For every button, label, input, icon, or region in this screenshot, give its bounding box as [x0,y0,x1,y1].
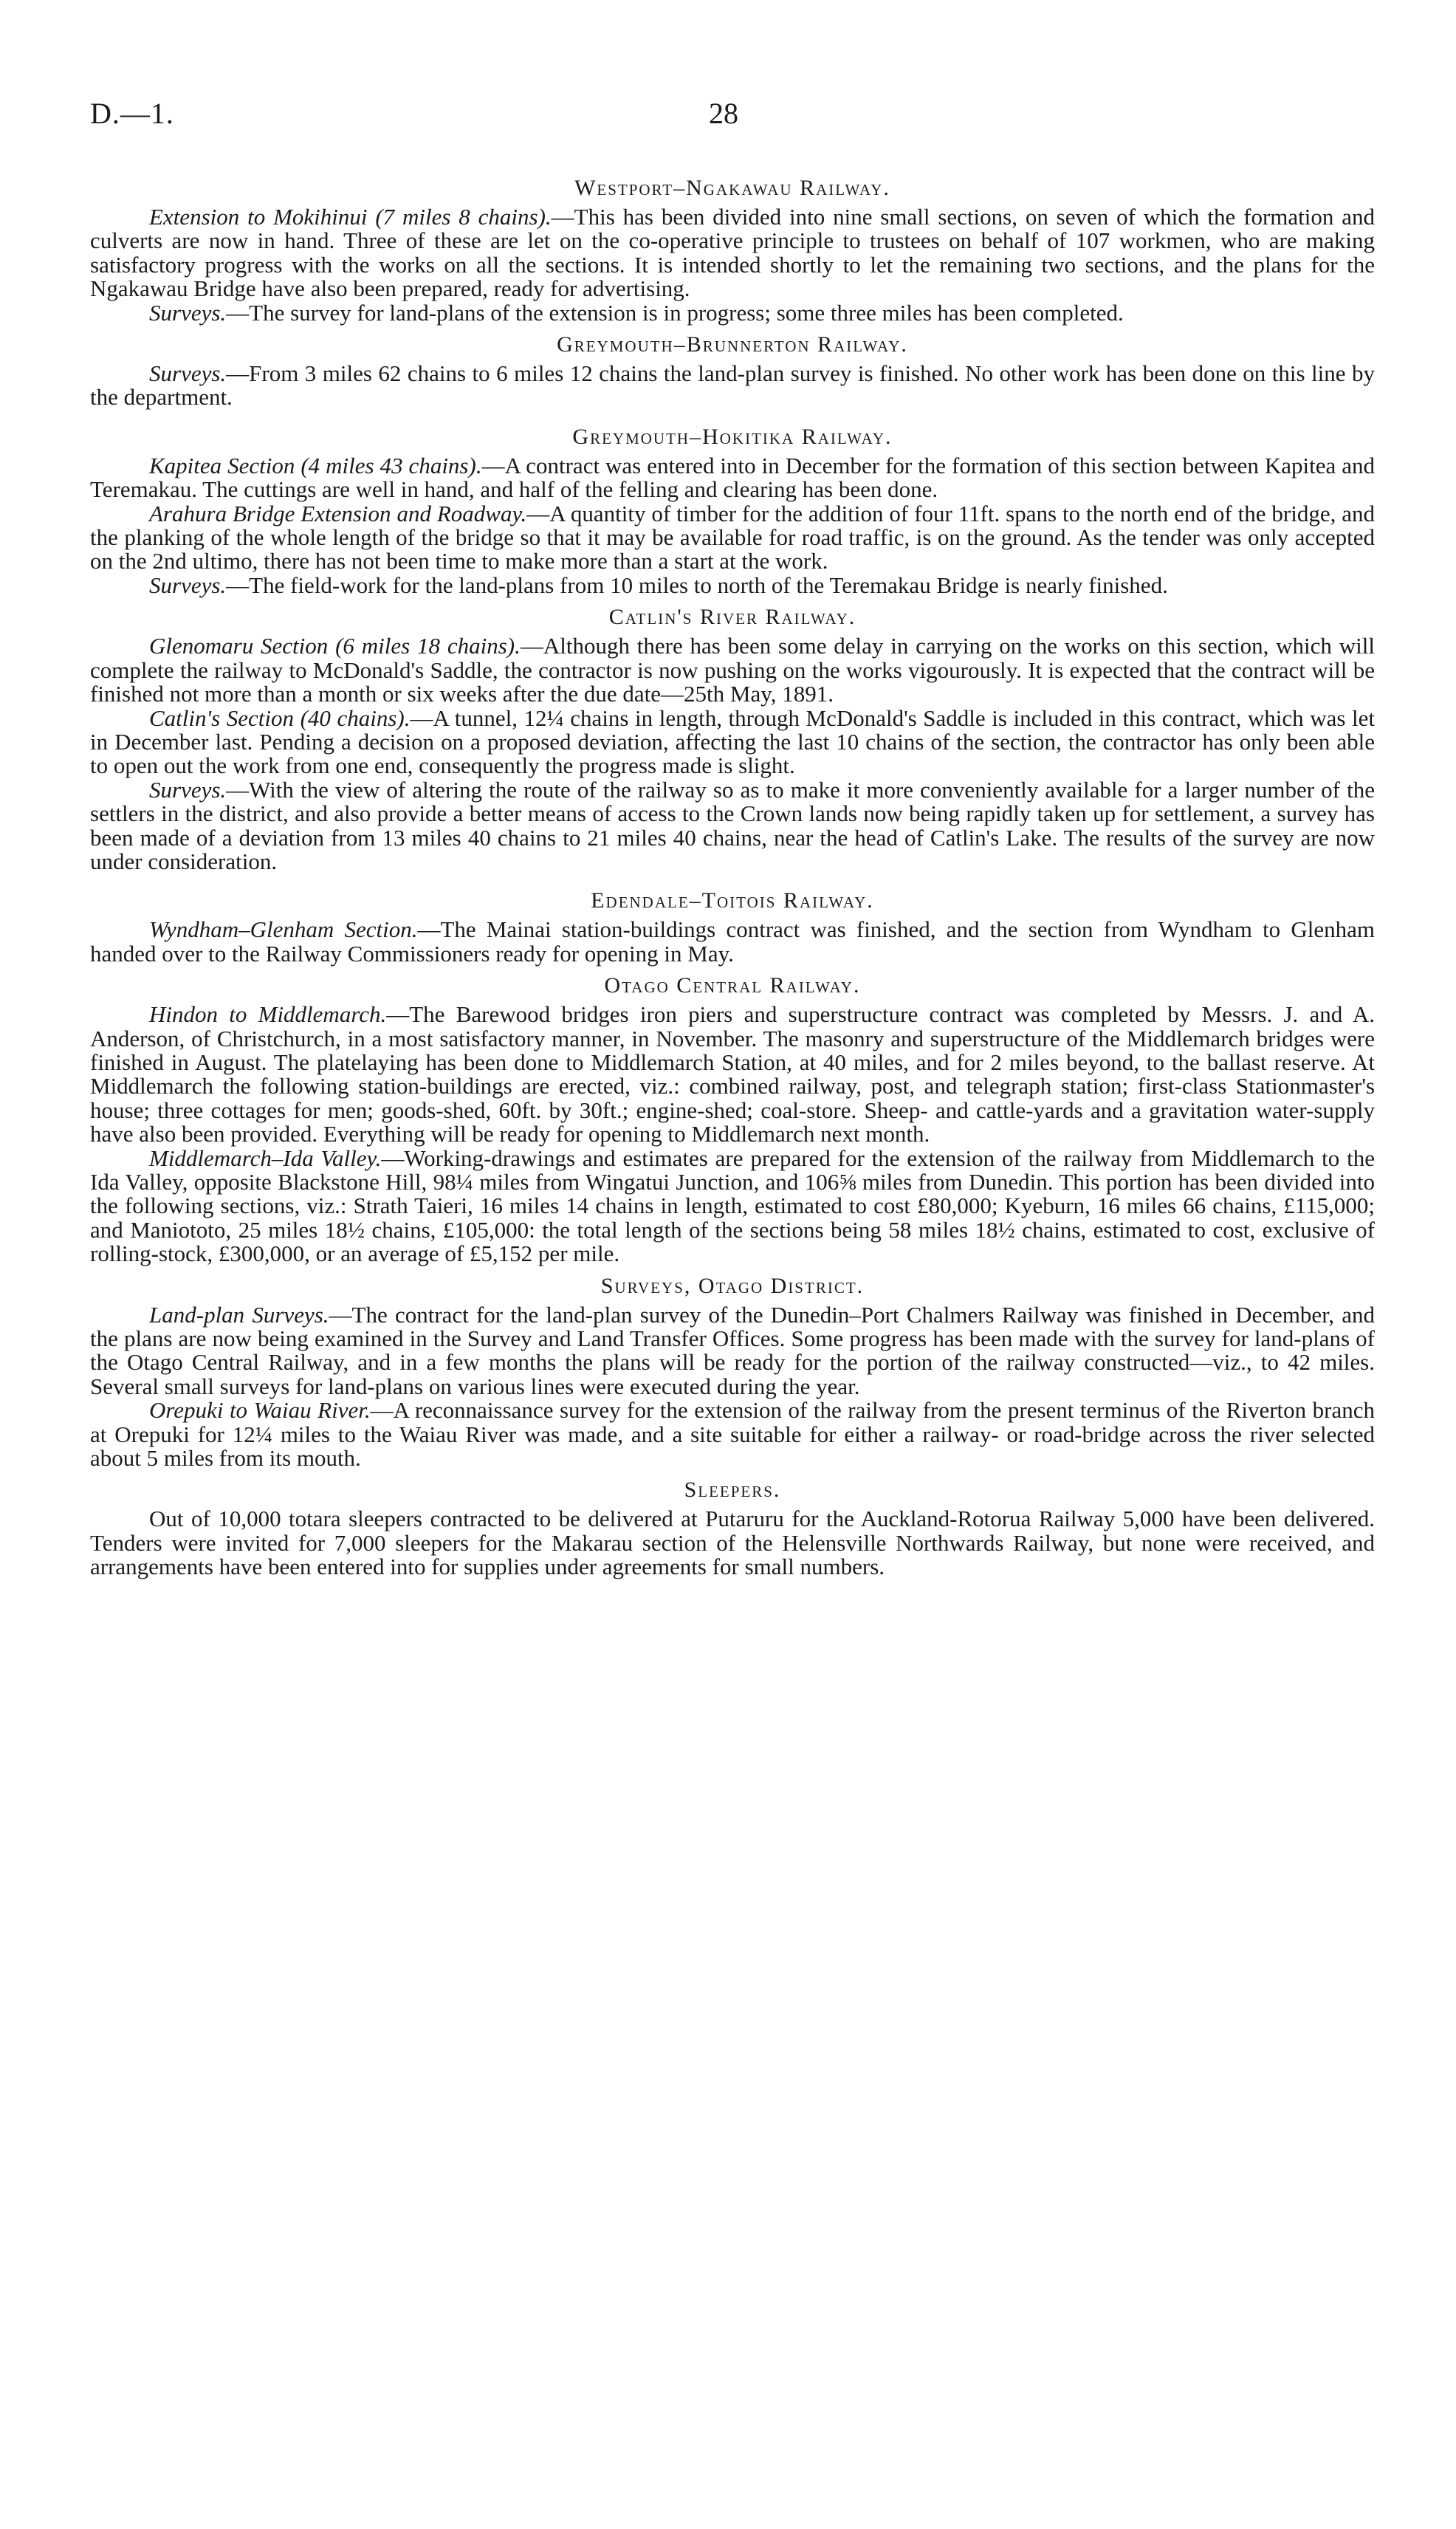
paragraph [90,918,1375,966]
paragraph-text: —With the view of altering the route of the railway so as to make it more conveniently available for a larger number of the settlers in the district, and also provide a better means of access to the Crown lands now being rapidly taken up for settlement, a survey has been made of a deviation from 13 miles 40 chains to 21 miles 40 chains, near the head of Catlin's Lake. The results of the survey are now under consideration. [90,776,1375,874]
paragraph [90,778,1375,874]
document-page [90,96,1375,1579]
paragraph [90,1147,1375,1266]
paragraph-text: Out of 10,000 totara sleepers contracted to be delivered at Putaruru for the Auckland-Rotorua Railway 5,000 have been delivered. Tenders were invited for 7,000 sleepers for the Makarau section of the Helensville Northwards Railway, but none were received, and arrangements have been entered into for supplies under agreements for small numbers. [90,1506,1375,1580]
paragraph-text: —A tunnel, 12¼ chains in length, through McDonald's Saddle is included in this contract, which was let in December last. Pending a decision on a proposed deviation, affecting the last 10 chains of the section, the contractor has only been able to open out the work from one end, consequently the progress made is slight. [90,704,1375,779]
paragraph-text: —The survey for land-plans of the extension is in progress; some three miles has been completed. [226,299,1124,326]
paragraph-text: —Working-drawings and estimates are prepared for the extension of the railway from Middlemarch to the Ida Valley, opposite Blackstone Hill, 98¼ miles from Wingatui Junction, and 106⅝ miles from Dunedin. This portion has been divided into the following sections, viz.: Strath Taieri, 16 miles 14 chains in length, estimated to cost £80,000; Kyeburn, 16 miles 66 chains, £115,000; and Maniototo, 25 miles 18½ chains, £105,000: the total length of the sections being 58 miles 18½ chains, estimated to cost, exclusive of rolling-stock, £300,000, or an average of £5,152 per mile. [90,1145,1375,1267]
paragraph-lead: Hindon to Middlemarch. [149,1001,387,1028]
paragraph [90,1303,1375,1399]
paragraph-lead: Arahura Bridge Extension and Roadway. [149,500,527,526]
paragraph [90,704,1375,779]
paragraph-lead: Middlemarch–Ida Valley. [149,1145,382,1171]
paragraph [90,574,1375,597]
section-otago-central [90,972,1375,1266]
section-title: Surveys, Otago District. [600,1273,865,1298]
section-title: Sleepers. [684,1478,781,1503]
section-title: Greymouth–Brunnerton Railway. [557,332,908,357]
paragraph [90,301,1375,325]
paragraph-lead: Surveys. [149,572,227,598]
page-header [90,96,1375,142]
paragraph-text: —A reconnaissance survey for the extension of the railway from the present terminus of the Riverton branch at Orepuki for 12¼ miles to the Waiau River was made, and a site suitable for either a railway- or road-bridge across the river selected about 5 miles from its mouth. [90,1397,1375,1472]
section-westport-ngakawau [90,174,1375,325]
paragraph-lead: Land-plan Surveys. [149,1301,329,1328]
paragraph-text: —A contract was entered into in December for the formation of this section between Kapitea and Teremakau. The cuttings are well in hand, and half of the felling and clearing has been done. [90,452,1375,503]
paragraph-text: —The Barewood bridges iron piers and superstructure contract was completed by Messrs. J. and A. Anderson, of Christchurch, in a most satisfactory manner, in November. The masonry and superstructure of the Middlemarch bridges were finished in August. The platelaying has been done to Middlemarch Station, at 40 miles, and for 2 miles beyond, to the ballast reserve. At Middlemarch the following station-buildings are erected, viz.: combined railway, post, and telegraph station; first-class Stationmaster's house; three cottages for men; goods-shed, 60ft. by 30ft.; engine-shed; coal-store. Sheep- and cattle-yards and a gravitation water-supply have also been provided. Everything will be ready for opening to Middlemarch next month. [90,1001,1375,1147]
paragraph-text: —From 3 miles 62 chains to 6 miles 12 chains the land-plan survey is finished. No other work has been done on this line by the department. [90,360,1375,411]
section-title: Edendale–Toitois Railway. [591,888,874,913]
paragraph [90,634,1375,706]
paragraph-lead: Kapitea Section (4 miles 43 chains). [149,452,482,478]
paragraph-lead: Catlin's Section (40 chains). [149,704,411,731]
section-title: Catlin's River Railway. [608,605,856,630]
section-title: Otago Central Railway. [604,973,861,998]
section-edendale-toitois [90,887,1375,966]
paragraph-text: —The Mainai station-buildings contract was finished, and the section from Wyndham to Glenham handed over to the Railway Commissioners ready for opening in May. [90,916,1376,967]
paragraph-lead: Wyndham–Glenham Section. [149,916,418,943]
paragraph [90,1003,1375,1146]
paragraph-lead: Surveys. [149,776,227,803]
paragraph [90,1399,1375,1470]
page-number: 28 [709,97,738,130]
section-catlins-river [90,603,1375,874]
paragraph [90,454,1375,502]
paragraph-text: —A quantity of timber for the addition of four 11ft. spans to the north end of the bridge, and the planking of the whole length of the bridge so that it may be available for road traffic, is on the ground. As the tender was only accepted on the 2nd ultimo, there has not been time to make more than a start at the work. [90,500,1376,574]
section-title: Greymouth–Hokitika Railway. [572,424,893,449]
paragraph-text: —The contract for the land-plan survey of the Dunedin–Port Chalmers Railway was finished in December, and the plans are now being examined in the Survey and Land Transfer Offices. Some progress has been made with the survey for land-plans of the Otago Central Railway, and in a few months the plans will be ready for the portion of the railway constructed—viz., to 42 miles. Several small surveys for land-plans on various lines were executed during the year. [90,1301,1375,1399]
paragraph-lead: Glenomaru Section (6 miles 18 chains). [149,633,521,659]
paragraph-lead: Surveys. [149,299,227,326]
paragraph [90,502,1375,574]
paragraph-lead: Surveys. [149,360,227,387]
paragraph [90,362,1375,410]
section-greymouth-brunnerton [90,331,1375,410]
paragraph-text: —This has been divided into nine small sections, on seven of which the formation and culverts are now in hand. Three of these are let on the co-operative principle to trustees on behalf of 107 workmen, who are making satisfactory progress with the works on all the sections. It is intended shortly to let the remaining two sections, and the plans for the Ngakawau Bridge have also been prepared, ready for advertising. [90,204,1375,302]
paragraph [90,1507,1375,1579]
section-surveys-otago [90,1272,1375,1471]
paragraph-lead: Extension to Mokihinui (7 miles 8 chains). [149,204,552,230]
section-title: Westport–Ngakawau Railway. [574,176,890,200]
section-greymouth-hokitika [90,423,1375,597]
paragraph-text: —The field-work for the land-plans from 10 miles to north of the Teremakau Bridge is nearly finished. [226,572,1168,598]
paragraph [90,205,1375,301]
document-reference: D.—1. [90,97,174,130]
section-sleepers [90,1476,1375,1579]
paragraph-lead: Orepuki to Waiau River. [149,1397,371,1424]
paragraph-text: —Although there has been some delay in carrying on the works on this section, which will complete the railway to McDonald's Saddle, the contractor is now pushing on the works vigourously. It is expected that the contract will be finished not more than a month or six weeks after the due date—25th May, 1891. [90,633,1375,707]
